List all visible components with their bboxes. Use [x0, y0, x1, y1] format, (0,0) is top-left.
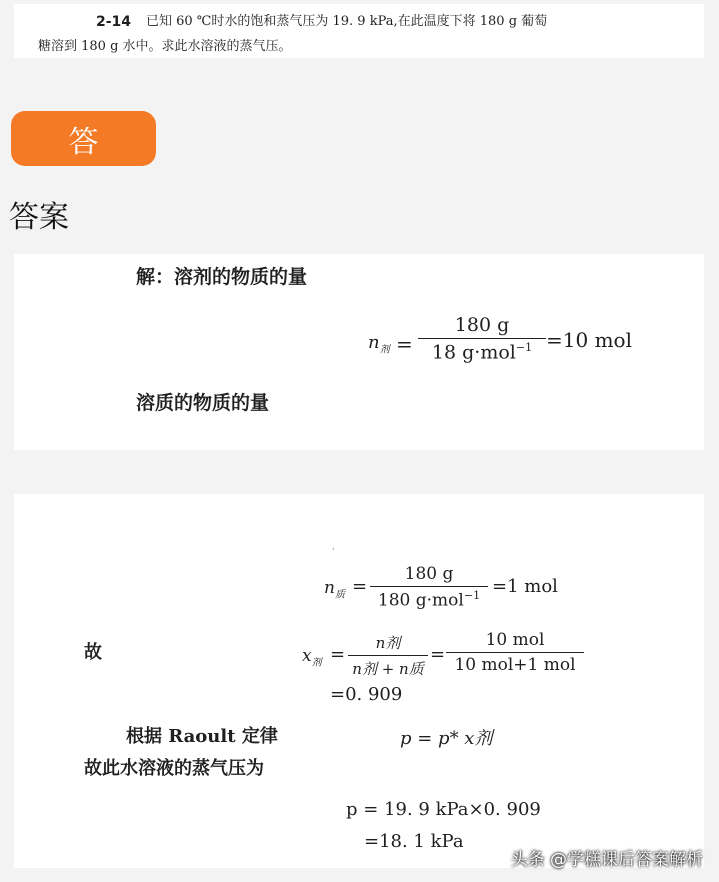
eq1-numerator: 180 g — [454, 314, 510, 336]
eq2-denominator: 180 g·mol$^{-1}$ — [377, 589, 481, 611]
raoult-equation: p = p* x剂 — [400, 728, 493, 749]
solution-card-2 — [14, 494, 704, 868]
eq2-lhs: $n_质$ — [324, 578, 345, 601]
eq3-result: =0. 909 — [330, 684, 403, 705]
eq3-numerator-2: 10 mol — [485, 630, 545, 650]
eq3-fraction-1 — [348, 632, 428, 679]
answer-button[interactable]: 答 — [11, 111, 156, 166]
raoult-label: 根据 Raoult 定律 — [126, 726, 278, 747]
eq3-equals-2: = — [430, 644, 446, 665]
gu-label: 故 — [84, 642, 102, 663]
eq2-fraction — [370, 564, 488, 611]
pressure-line-2: =18. 1 kPa — [364, 831, 464, 852]
eq1-fraction — [418, 314, 546, 363]
answer-heading: 答案 — [9, 200, 69, 235]
eq3-equals-1: = — [330, 644, 346, 665]
question-card — [14, 4, 704, 58]
eq3-denominator-1: n剂 + n质 — [352, 660, 424, 678]
eq1-lhs: $n_剂$ — [368, 332, 390, 356]
question-number: 2-14 — [96, 14, 132, 30]
eq2-equals: = — [352, 576, 368, 597]
solution-card-1 — [14, 254, 704, 450]
eq1-result: =10 mol — [546, 328, 632, 352]
eq2-result: =1 mol — [492, 576, 558, 597]
eq3-fraction-2 — [446, 630, 584, 675]
speck-dot: · — [332, 545, 335, 554]
question-line-1: 已知 60 ℃时水的饱和蒸气压为 19. 9 kPa,在此温度下将 180 g 葡萄 — [146, 14, 548, 29]
pressure-line-1: p = 19. 9 kPa×0. 909 — [346, 799, 541, 820]
eq3-denominator-2: 10 mol+1 mol — [454, 655, 576, 675]
solute-label: 溶质的物质的量 — [136, 392, 270, 414]
question-line-2: 糖溶到 180 g 水中。求此水溶液的蒸气压。 — [38, 39, 292, 54]
vapor-pressure-label: 故此水溶液的蒸气压为 — [84, 758, 264, 779]
eq3-numerator-1: n剂 — [375, 634, 401, 652]
eq3-lhs: $x_剂$ — [302, 646, 322, 669]
watermark: 头条 @学糕课后答案解析 — [510, 850, 703, 870]
eq2-numerator: 180 g — [404, 564, 454, 584]
eq1-denominator: 18 g·mol$^{-1}$ — [431, 341, 533, 364]
solvent-intro: 解：溶剂的物质的量 — [136, 266, 308, 288]
eq1-equals: = — [396, 332, 413, 356]
